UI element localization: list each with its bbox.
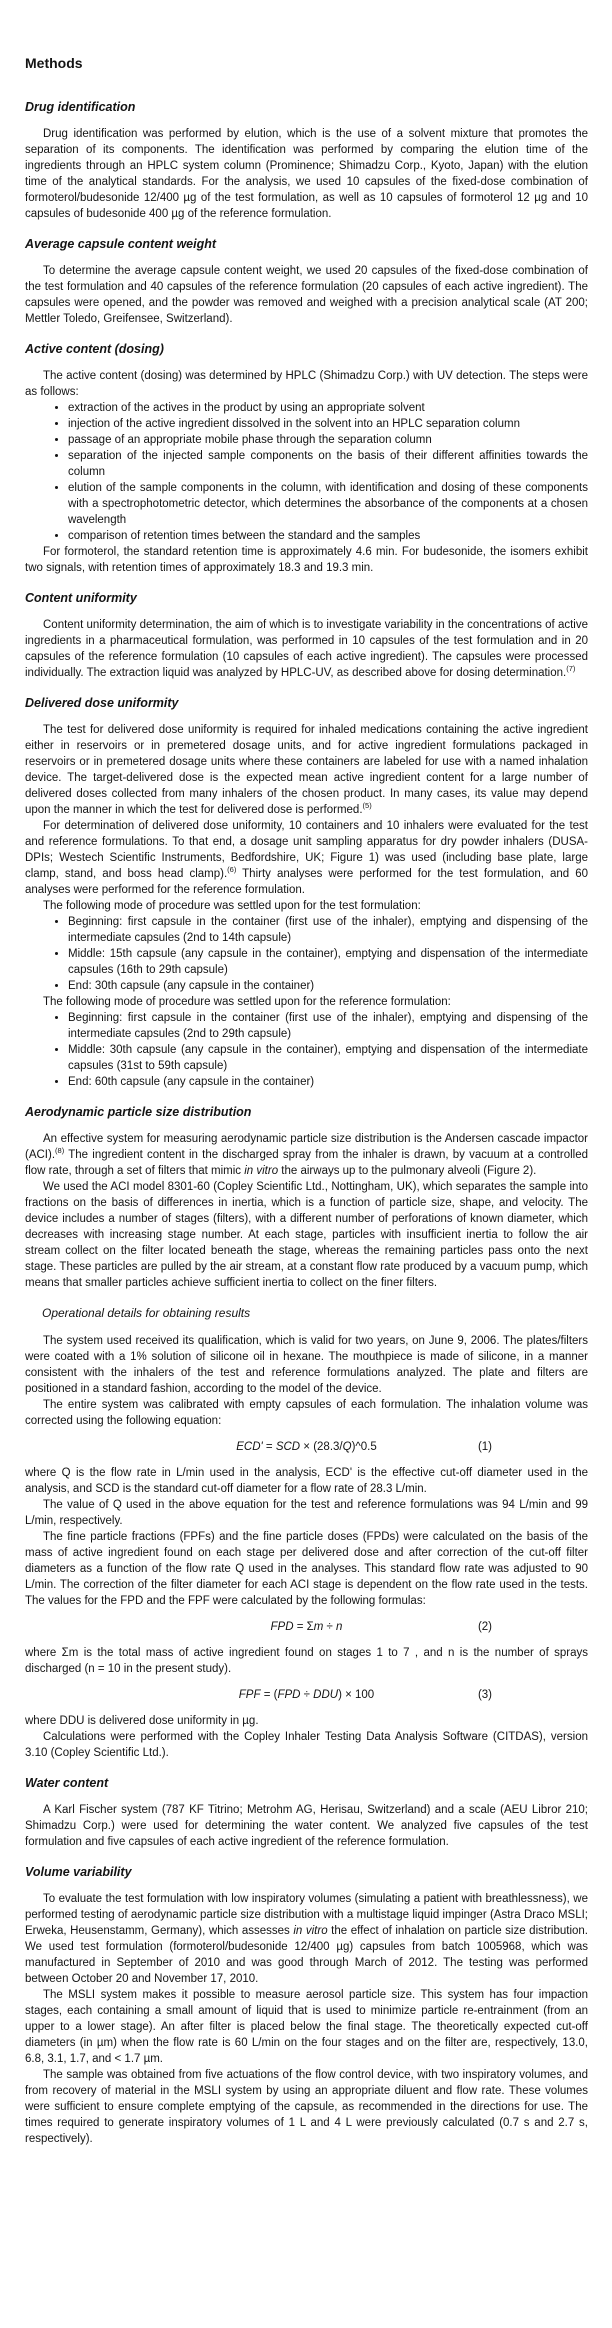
equation-body: FPF = (FPD ÷ DDU) × 100	[238, 1689, 375, 1701]
paragraph: The value of Q used in the above equation for the test and reference formulations was 94 L/min and 99 L/min, respectively.	[25, 1499, 588, 1527]
paragraph: where Σm is the total mass of active ingredient found on stages 1 to 7 , and n is the number of sprays discharged (n = 10 in the present study).	[25, 1647, 588, 1675]
subsection-heading: Active content (dosing)	[25, 342, 164, 356]
paragraph: To determine the average capsule content weight, we used 20 capsules of the fixed-dose combination of the test formulation and 40 capsules of the reference formulation (20 capsules of each active ingredient). The capsules were opened, and the powder was removed and weighed with a precision analytical scale (AT 200; Mettler Toledo, Greifensee, Switzerland).	[25, 265, 588, 325]
paragraph: Content uniformity determination, the aim of which is to investigate variability in the concentrations of active ingredients in a pharmaceutical formulation, was performed in 10 capsules of the test formulation and in 20 capsules of the reference formulation (10 capsules of each active ingredient). The capsules were processed individually. The extraction liquid was analyzed by HPLC-UV, as described above for dosing determination.$^{(7)}$	[25, 619, 588, 679]
bullet-list	[25, 914, 588, 994]
subsection-heading: Delivered dose uniformity	[25, 696, 179, 710]
paragraph: Calculations were performed with the Copley Inhaler Testing Data Analysis Software (CITDAS), version 3.10 (Copley Scientific Ltd.).	[25, 1731, 588, 1759]
equation-number: (3)	[477, 1689, 492, 1701]
equation-number: (1)	[477, 1441, 492, 1453]
paragraph: The test for delivered dose uniformity is required for inhaled medications containing the active ingredient either in reservoirs or in premetered dosage units, and for active ingredient formulations packaged in reservoirs or in premetered dosage units where these containers are labeled for use with a named inhalation device. The target-delivered dose is the expected mean active ingredient content for a large number of delivered doses collected from many inhalers of the chosen product. In many cases, its value may depend upon the manner in which the test for delivered dose is performed.$^{(5)}$	[25, 724, 588, 816]
paragraph: A Karl Fischer system (787 KF Titrino; Metrohm AG, Herisau, Switzerland) and a scale (AEU Libror 210; Shimadzu Corp.) were used for determining the water content. We analyzed five capsules of the test formulation and five capsules of each active ingredient of the reference formulation.	[25, 1804, 588, 1848]
bullet-item: • Beginning: first capsule in the container (first use of the inhaler), emptying and dispensing of the intermediate capsules (2nd to 29th capsule)	[68, 1010, 588, 1042]
paragraph: The following mode of procedure was settled upon for the reference formulation:	[43, 996, 451, 1008]
paragraph: For determination of delivered dose uniformity, 10 containers and 10 inhalers were evaluated for the test and reference formulations. To that end, a dosage unit sampling apparatus for dry powder inhalers (DUSA-DPIs; Westech Scientific Instruments, Bedfordshire, UK; Figure 1) was used (including base plate, large clamp, stand, and boss head clamp).$^{(6)}$ Thirty analyses were performed for the test formulation, and 60 analyses were performed for the reference formulation.	[25, 820, 588, 896]
bullet-item: • passage of an appropriate mobile phase through the separation column	[68, 432, 588, 448]
bullet-item: • End: 60th capsule (any capsule in the container)	[68, 1074, 588, 1090]
italic-text: n	[336, 1621, 343, 1633]
section-heading: Methods	[25, 55, 83, 71]
bullet-item: • injection of the active ingredient dissolved in the solvent into an HPLC separation column	[68, 416, 588, 432]
paragraph: For formoterol, the standard retention time is approximately 4.6 min. For budesonide, the isomers exhibit two signals, with retention times of approximately 18.3 and 19.3 min.	[25, 546, 588, 574]
italic-text: Q	[342, 1441, 352, 1453]
reference-superscript: (8)	[55, 1146, 65, 1156]
italic-text: in vitro	[244, 1165, 279, 1177]
italic-text: FPD	[277, 1689, 301, 1701]
subsection-heading: Water content	[25, 1776, 109, 1790]
bullet-item: • elution of the sample components in the column, with identification and dosing of these components with a spectrophotometric detector, which determines the absorbance of the components at a chosen wavelength	[68, 480, 588, 528]
paragraph: We used the ACI model 8301-60 (Copley Scientific Ltd., Nottingham, UK), which separates the sample into fractions on the basis of differences in inertia, which is a function of particle size, shape, and velocity. The device includes a number of stages (filters), with a different number of perforations of known diameter, which decreases with increasing stage number. At each stage, particles with insufficient inertia to follow the air stream collect on the filter located beneath the stage, whereas the remaining particles pass onto the next stage. These particles are pulled by the air stream, at a constant flow rate produced by a vacuum pump, which means that smaller particles achieve sufficient inertia to collect on the finer filters.	[25, 1181, 588, 1289]
bullet-item: • Middle: 15th capsule (any capsule in the container), emptying and dispensation of the intermediate capsules (16th to 29th capsule)	[68, 946, 588, 978]
paragraph: where Q is the flow rate in L/min used in the analysis, ECD' is the effective cut-off diameter used in the analysis, and SCD is the standard cut-off diameter for a flow rate of 28.3 L/min.	[25, 1467, 588, 1495]
italic-text: SCD	[275, 1441, 301, 1453]
subsection-heading: Volume variability	[25, 1865, 132, 1879]
paragraph: The entire system was calibrated with empty capsules of each formulation. The inhalation volume was corrected using the following equation:	[25, 1399, 588, 1427]
subsection-heading: Content uniformity	[25, 591, 137, 605]
paragraph: An effective system for measuring aerodynamic particle size distribution is the Andersen cascade impactor (ACI).$^{(8)}$ The ingredient content in the discharged spray from the inhaler is drawn, by vacuum at a controlled flow rate, through a set of filters that mimic in vitro the airways up to the pulmonary alveoli (Figure 2).	[25, 1133, 588, 1177]
italic-text: FPF	[238, 1689, 261, 1701]
bullet-item: • separation of the injected sample components on the basis of their different affinities towards the column	[68, 448, 588, 480]
equation-body: ECD' = SCD × (28.3/Q)^0.5	[236, 1441, 377, 1453]
subsection-heading: Aerodynamic particle size distribution	[25, 1105, 252, 1119]
paragraph: To evaluate the test formulation with low inspiratory volumes (simulating a patient with breathlessness), we performed testing of aerodynamic particle size distribution with a multistage liquid impinger (Astra Draco MSLI; Erweka, Heusenstamm, Germany), which assesses in vitro the effect of inhalation on particle size distribution. We used test formulation (formoterol/budesonide 12/400 µg) capsules from batch 1005968, which was manufactured in September of 2010 and was good through March of 2012. The testing was performed between October 20 and November 17, 2010.	[25, 1893, 588, 1985]
reference-superscript: (7)	[566, 664, 576, 674]
equation	[25, 1687, 588, 1703]
paragraph: where DDU is delivered dose uniformity in µg.	[25, 1715, 259, 1727]
equation	[25, 1439, 588, 1455]
italic-text: in vitro	[293, 1925, 328, 1937]
reference-superscript: (6)	[227, 865, 237, 875]
subsection-heading: Drug identification	[25, 100, 136, 114]
italic-text: DDU	[313, 1689, 339, 1701]
paragraph: The MSLI system makes it possible to measure aerosol particle size. This system has four impaction stages, each containing a small amount of liquid that is used to minimize particle re-entrainment (from an upper to a lower stage). An after filter is placed below the final stage. The theoretically expected cut-off diameters (in µm) when the flow rate is 60 L/min on the four stages and on the filter are, respectively, 13.0, 6.8, 3.1, 1.7, and < 1.7 µm.	[25, 1989, 588, 2065]
paragraph: Drug identification was performed by elution, which is the use of a solvent mixture that promotes the separation of its components. The identification was performed by comparing the elution time of the ingredients through an HPLC system column (Prominence; Shimadzu Corp., Kyoto, Japan) with the elution time of the analytical standards. For the analysis, we used 10 capsules of the fixed-dose combination of formoterol/budesonide 12/400 µg of the test formulation, as well as 10 capsules of formoterol 12 µg and 10 capsules of budesonide 400 µg of the reference formulation.	[25, 128, 588, 220]
paragraph: The system used received its qualification, which is valid for two years, on June 9, 2006. The plates/filters were coated with a 1% solution of silicone oil in hexane. The mouthpiece is made of silicone, in a manner consistent with the inhalers of the test and reference formulations analyzed. The plate and filters are positioned in a standard fashion, according to the model of the device.	[25, 1335, 588, 1395]
italic-text: m	[313, 1621, 324, 1633]
bullet-item: • comparison of retention times between the standard and the samples	[68, 528, 588, 544]
subsubsection-heading: Operational details for obtaining results	[42, 1306, 251, 1320]
paragraph: The fine particle fractions (FPFs) and the fine particle doses (FPDs) were calculated on the basis of the mass of active ingredient found on each stage per delivered dose and after correction of the cut-off filter diameters as a function of the flow rate Q used in the analyses. This standard flow rate was adjusted to 90 L/min. The correction of the filter diameter for each ACI stage is dependent on the flow rate used in the tests. The values for the FPD and the FPF were calculated by the following formulas:	[25, 1531, 588, 1607]
italic-text: FPD	[270, 1621, 294, 1633]
bullet-item: • End: 30th capsule (any capsule in the container)	[68, 978, 588, 994]
paragraph: The active content (dosing) was determined by HPLC (Shimadzu Corp.) with UV detection. The steps were as follows:	[25, 370, 588, 398]
bullet-list	[25, 1010, 588, 1090]
equation-number: (2)	[477, 1621, 492, 1633]
equation-body: FPD = Σm ÷ n	[270, 1621, 343, 1633]
subsection-heading: Average capsule content weight	[25, 237, 217, 251]
bullet-list	[25, 400, 588, 544]
paragraph: The sample was obtained from five actuations of the flow control device, with two inspiratory volumes, and from recovery of material in the MSLI system by using an appropriate diluent and flow rate. These volumes were sufficient to ensure complete emptying of the capsule, as recommended in the directions for use. The times required to generate inspiratory volumes of 1 L and 4 L were previously calculated (0.7 s and 2.7 s, respectively).	[25, 2069, 588, 2145]
bullet-item: • Beginning: first capsule in the container (first use of the inhaler), emptying and dispensing of the intermediate capsules (2nd to 14th capsule)	[68, 914, 588, 946]
equation	[25, 1619, 588, 1635]
italic-text: ECD'	[236, 1441, 263, 1453]
paragraph: The following mode of procedure was settled upon for the test formulation:	[43, 900, 421, 912]
bullet-item: • extraction of the actives in the product by using an appropriate solvent	[68, 400, 588, 416]
reference-superscript: (5)	[362, 801, 372, 811]
document-content	[25, 54, 588, 2147]
bullet-item: • Middle: 30th capsule (any capsule in the container), emptying and dispensation of the intermediate capsules (31st to 59th capsule)	[68, 1042, 588, 1074]
